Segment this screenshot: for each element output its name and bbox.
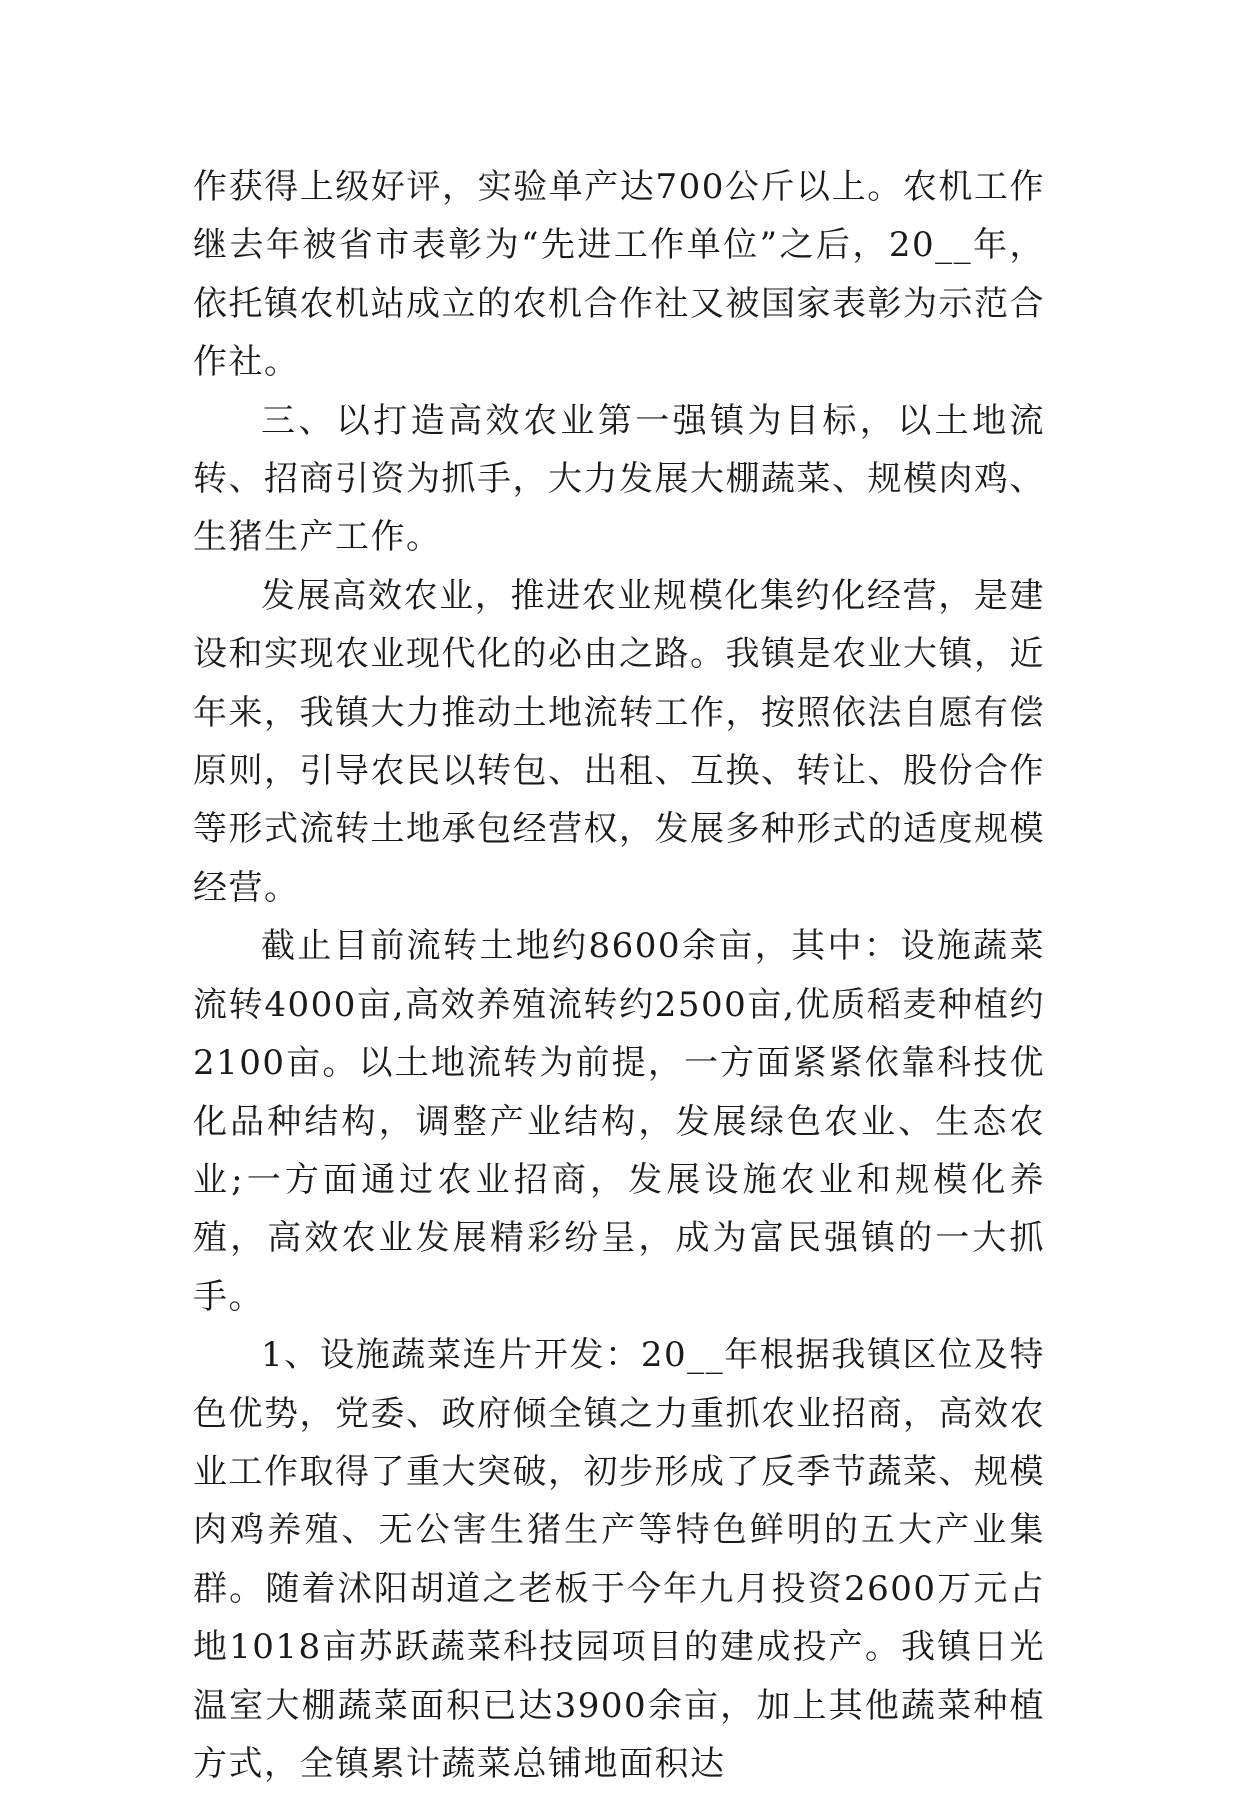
paragraph-4: 截止目前流转土地约8600余亩，其中：设施蔬菜流转4000亩,高效养殖流转约2500亩,优质稻麦种植约2100亩。以土地流转为前提，一方面紧紧依靠科技优化品种结构，调整产业结构，发展绿色农业、生态农业;一方面通过农业招商，发展设施农业和规模化养殖，高效农业发展精彩纷呈，成为富民强镇的一大抓手。 bbox=[193, 926, 1045, 1317]
document-page bbox=[193, 158, 1045, 1793]
paragraph-5: 1、设施蔬菜连片开发：20__年根据我镇区位及特色优势，党委、政府倾全镇之力重抓农业招商，高效农业工作取得了重大突破，初步形成了反季节蔬菜、规模肉鸡养殖、无公害生猪生产等特色鲜明的五大产业集群。随着沭阳胡道之老板于今年九月投资2600万元占地1018亩苏跃蔬菜科技园项目的建成投产。我镇日光温室大棚蔬菜面积已达3900余亩，加上其他蔬菜种植方式，全镇累计蔬菜总铺地面积达 bbox=[193, 1335, 1045, 1784]
paragraph-3: 发展高效农业，推进农业规模化集约化经营，是建设和实现农业现代化的必由之路。我镇是农业大镇，近年来，我镇大力推动土地流转工作，按照依法自愿有偿原则，引导农民以转包、出租、互换、转让、股份合作等形式流转土地承包经营权，发展多种形式的适度规模经营。 bbox=[193, 575, 1045, 908]
paragraph-1: 作获得上级好评，实验单产达700公斤以上。农机工作继去年被省市表彰为“先进工作单位”之后，20__年，依托镇农机站成立的农机合作社又被国家表彰为示范合作社。 bbox=[193, 167, 1045, 383]
paragraph-2: 三、以打造高效农业第一强镇为目标，以土地流转、招商引资为抓手，大力发展大棚蔬菜、规模肉鸡、生猪生产工作。 bbox=[193, 400, 1045, 558]
